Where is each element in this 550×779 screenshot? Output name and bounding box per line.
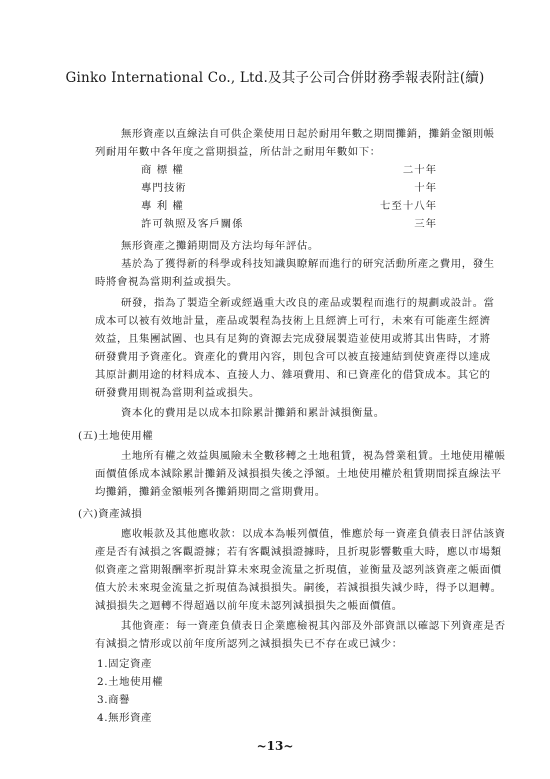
development-line-4: 研發費用予資產化。資產化的費用內容，則包含可以被直接連結到使資產得以達成 xyxy=(95,351,491,363)
development-line-5: 其原計劃用途的材料成本、直接人力、雜項費用、和已資產化的借貸成本。其它的 xyxy=(95,369,491,381)
useful-life-value: 十年 xyxy=(414,182,437,194)
list-item: 4.無形資產 xyxy=(97,712,153,724)
development-line-1: 研發，指為了製造全新或經過重大改良的產品或製程而進行的規劃或設計。當 xyxy=(121,297,495,309)
page-title: Ginko International Co., Ltd.及其子公司合併財務季報表附註(續) xyxy=(65,70,485,86)
section-heading-land-use: (五)土地使用權 xyxy=(78,430,154,442)
impairment-line-1: 應收帳款及其他應收款：以成本為帳列價值，惟應於每一資產負債表日評估該資 xyxy=(121,528,506,540)
intangible-intro-line-2: 列耐用年數中各年度之當期損益，所估計之耐用年數如下： xyxy=(95,146,381,158)
page-number: ~13~ xyxy=(256,739,294,753)
list-item: 1.固定資產 xyxy=(97,658,153,670)
useful-life-value: 二十年 xyxy=(402,164,437,176)
amortization-review-text: 無形資產之攤銷期間及方法均每年評估。 xyxy=(121,240,319,252)
development-line-2: 成本可以被有效地計量，產品或製程為技術上且經濟上可行，未來有可能產生經濟 xyxy=(95,315,491,327)
list-item: 3.商譽 xyxy=(97,694,131,706)
intangible-intro-line-1: 無形資產以直線法自可供企業使用日起於耐用年數之期間攤銷，攤銷金額則帳 xyxy=(121,128,495,140)
useful-life-label: 商 標 權 xyxy=(141,164,184,176)
land-use-line-2: 面價值係成本減除累計攤銷及減損損失後之淨額。土地使用權於租賃期間採直線法平 xyxy=(95,468,502,480)
useful-life-label: 專 利 權 xyxy=(141,200,184,212)
capitalized-cost-text: 資本化的費用是以成本扣除累計攤銷和累計減損衡量。 xyxy=(121,407,385,419)
other-assets-line-1: 其他資產：每一資產負債表日企業應檢視其內部及外部資訊以確認下列資產是否 xyxy=(121,620,506,632)
research-line-1: 基於為了獲得新的科學或科技知識與瞭解而進行的研究活動所產之費用，發生 xyxy=(121,258,495,270)
development-line-3: 效益，且集團試圖、也具有足夠的資源去完成發展製造並使用或將其出售時，才將 xyxy=(95,333,491,345)
research-line-2: 時將會視為當期利益或損失。 xyxy=(95,276,238,288)
impairment-line-2: 產是否有減損之客觀證據；若有客觀減損證據時，且折現影響數重大時，應以市場類 xyxy=(95,546,502,558)
list-item: 2.土地使用權 xyxy=(97,676,164,688)
useful-life-label: 專門技術 xyxy=(141,182,187,194)
land-use-line-1: 土地所有權之效益與風險未全數移轉之土地租賃，視為營業租賃。土地使用權帳 xyxy=(121,450,506,462)
useful-life-value: 三年 xyxy=(414,218,437,230)
section-heading-impairment: (六)資產減損 xyxy=(78,508,143,520)
land-use-line-3: 均攤銷，攤銷金額帳列各攤銷期間之當期費用。 xyxy=(95,486,326,498)
useful-life-value: 七至十八年 xyxy=(380,200,437,212)
impairment-line-4: 值大於未來現金流量之折現值為減損損失。嗣後，若減損損失減少時，得予以迴轉。 xyxy=(95,582,502,594)
impairment-line-3: 似資產之當期報酬率折現計算未來現金流量之折現值，並衡量及認列該資產之帳面價 xyxy=(95,564,502,576)
useful-life-label: 許可執照及客戶關係 xyxy=(141,218,244,230)
impairment-line-5: 減損損失之迴轉不得超過以前年度未認列減損損失之帳面價值。 xyxy=(95,600,403,612)
other-assets-line-2: 有減損之情形或以前年度所認列之減損損失已不存在或已減少： xyxy=(95,638,403,650)
development-line-6: 研發費用則視為當期利益或損失。 xyxy=(95,387,260,399)
